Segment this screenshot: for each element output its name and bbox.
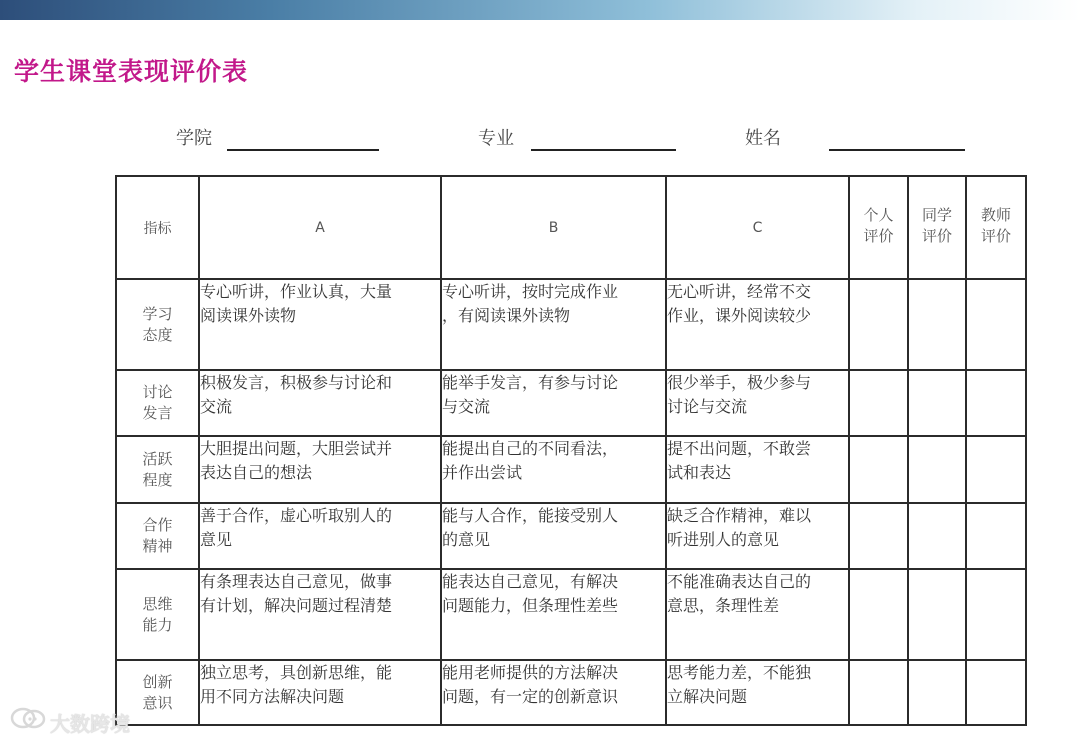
college-input-line[interactable] (227, 149, 379, 151)
table-row (116, 436, 1026, 503)
self-evaluation-cell[interactable] (849, 660, 908, 725)
watermark-text: 大数跨境 (50, 712, 130, 736)
name-label: 姓名 (745, 128, 781, 149)
level-c-cell: 思考能力差，不能独 立解决问题 (666, 660, 849, 725)
header-peer-evaluation: 同学 评价 (908, 176, 966, 279)
level-c-cell: 很少举手，极少参与 讨论与交流 (666, 370, 849, 436)
watermark (10, 707, 130, 737)
level-b-cell: 能提出自己的不同看法， 并作出尝试 (441, 436, 666, 503)
self-evaluation-cell[interactable] (849, 436, 908, 503)
teacher-evaluation-cell[interactable] (966, 503, 1026, 569)
header-level-a: A (199, 176, 441, 279)
level-a-cell: 独立思考，具创新思维，能 用不同方法解决问题 (199, 660, 441, 725)
header-self-evaluation: 个人 评价 (849, 176, 908, 279)
page-title: 学生课堂表现评价表 (14, 57, 249, 86)
major-input-line[interactable] (531, 149, 676, 151)
level-c-cell: 无心听讲，经常不交 作业，课外阅读较少 (666, 279, 849, 370)
level-b-cell: 能表达自己意见，有解决 问题能力，但条理性差些 (441, 569, 666, 660)
self-evaluation-cell[interactable] (849, 503, 908, 569)
level-a-cell: 大胆提出问题，大胆尝试并 表达自己的想法 (199, 436, 441, 503)
level-c-cell: 提不出问题，不敢尝 试和表达 (666, 436, 849, 503)
self-evaluation-cell[interactable] (849, 370, 908, 436)
self-evaluation-cell[interactable] (849, 569, 908, 660)
level-a-cell: 专心听讲，作业认真，大量 阅读课外读物 (199, 279, 441, 370)
level-c-cell: 不能准确表达自己的 意思，条理性差 (666, 569, 849, 660)
teacher-evaluation-cell[interactable] (966, 279, 1026, 370)
row-indicator: 学习 态度 (116, 279, 199, 370)
table-row (116, 503, 1026, 569)
teacher-evaluation-cell[interactable] (966, 370, 1026, 436)
chat-bubble-icon (10, 707, 46, 736)
level-b-cell: 能与人合作，能接受别人 的意见 (441, 503, 666, 569)
level-c-cell: 缺乏合作精神，难以 听进别人的意见 (666, 503, 849, 569)
header-level-c: C (666, 176, 849, 279)
level-b-cell: 能用老师提供的方法解决 问题，有一定的创新意识 (441, 660, 666, 725)
table-row (116, 569, 1026, 660)
level-b-cell: 专心听讲，按时完成作业 ，有阅读课外读物 (441, 279, 666, 370)
teacher-evaluation-cell[interactable] (966, 660, 1026, 725)
evaluation-table (115, 175, 1027, 726)
row-indicator: 讨论 发言 (116, 370, 199, 436)
row-indicator: 合作 精神 (116, 503, 199, 569)
peer-evaluation-cell[interactable] (908, 503, 966, 569)
header-gradient-bar (0, 0, 1080, 20)
level-a-cell: 积极发言，积极参与讨论和 交流 (199, 370, 441, 436)
major-label: 专业 (478, 128, 514, 149)
self-evaluation-cell[interactable] (849, 279, 908, 370)
table-row (116, 279, 1026, 370)
level-a-cell: 有条理表达自己意见，做事 有计划，解决问题过程清楚 (199, 569, 441, 660)
header-teacher-evaluation: 教师 评价 (966, 176, 1026, 279)
name-input-line[interactable] (829, 149, 965, 151)
peer-evaluation-cell[interactable] (908, 569, 966, 660)
peer-evaluation-cell[interactable] (908, 370, 966, 436)
level-b-cell: 能举手发言，有参与讨论 与交流 (441, 370, 666, 436)
header-level-b: B (441, 176, 666, 279)
peer-evaluation-cell[interactable] (908, 660, 966, 725)
college-label: 学院 (176, 128, 212, 149)
teacher-evaluation-cell[interactable] (966, 436, 1026, 503)
table-header-row (116, 176, 1026, 279)
row-indicator: 思维 能力 (116, 569, 199, 660)
peer-evaluation-cell[interactable] (908, 436, 966, 503)
level-a-cell: 善于合作，虚心听取别人的 意见 (199, 503, 441, 569)
peer-evaluation-cell[interactable] (908, 279, 966, 370)
table-row (116, 660, 1026, 725)
row-indicator: 创新 意识 (116, 660, 199, 725)
teacher-evaluation-cell[interactable] (966, 569, 1026, 660)
header-indicator: 指标 (116, 176, 199, 279)
table-row (116, 370, 1026, 436)
row-indicator: 活跃 程度 (116, 436, 199, 503)
